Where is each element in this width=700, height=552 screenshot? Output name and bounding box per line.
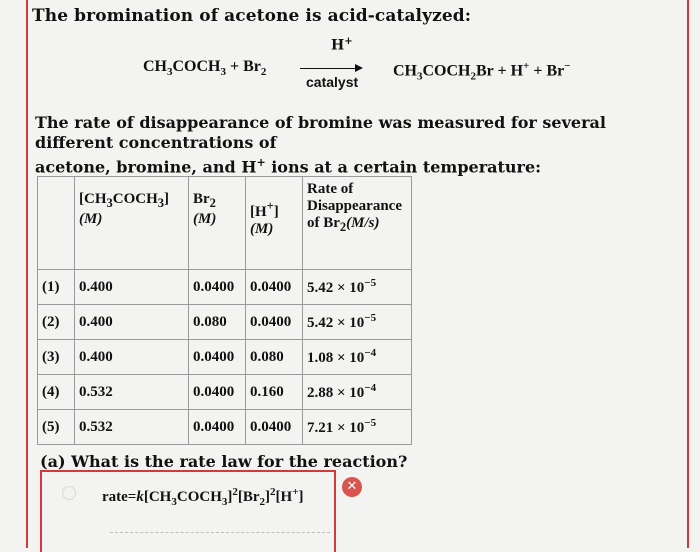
- row-index: (3): [38, 340, 75, 375]
- hplus-value: 0.160: [246, 375, 303, 410]
- rate-value: $7.21 \times 10^{-5}$: [303, 410, 412, 445]
- rate-value: $5.42 \times 10^{-5}$: [303, 305, 412, 340]
- table-row: [38, 340, 412, 375]
- intro-text: The bromination of acetone is acid-catalyzed:: [32, 6, 472, 26]
- header-hplus: [H+] (M): [246, 177, 303, 270]
- acetone-value: 0.532: [75, 410, 189, 445]
- header-index: [38, 177, 75, 270]
- header-rate: Rate of Disappearance of $Br_2(M/s)$: [303, 177, 412, 270]
- arrow-shaft: [300, 68, 360, 69]
- hplus-value: 0.080: [246, 340, 303, 375]
- hplus-value: 0.0400: [246, 305, 303, 340]
- table-row: [38, 270, 412, 305]
- hplus-value: 0.0400: [246, 410, 303, 445]
- row-index: (5): [38, 410, 75, 445]
- row-index: (1): [38, 270, 75, 305]
- acetone-value: 0.400: [75, 270, 189, 305]
- bromine-value: 0.0400: [189, 340, 246, 375]
- hplus-value: 0.0400: [246, 270, 303, 305]
- rate-data-table: [37, 176, 412, 445]
- header-bromine: $Br_2$ (M): [189, 177, 246, 270]
- bromine-value: 0.080: [189, 305, 246, 340]
- row-index: (2): [38, 305, 75, 340]
- products: $CH_3COCH_2Br + H^+ + Br^-$: [393, 60, 571, 83]
- rate-law-answer[interactable]: $rate=k[CH_3COCH_3]^2[Br_2]^2[H^+]$: [102, 486, 304, 508]
- right-margin-rule: [687, 0, 689, 548]
- reactants: $CH_3COCH_3 + Br_2$: [143, 58, 267, 79]
- question-text: (a) What is the rate law for the reaction?: [40, 452, 408, 471]
- description-paragraph: The rate of disappearance of bromine was measured for several different concentrations of acetone, bromine, and H+ ions at a certain temperature:: [35, 113, 606, 177]
- acetone-value: 0.532: [75, 375, 189, 410]
- arrow-head-icon: [355, 64, 363, 72]
- reaction-arrow: [300, 36, 364, 92]
- radio-circle-icon: [62, 486, 76, 500]
- rate-value: $5.42 \times 10^{-5}$: [303, 270, 412, 305]
- table-row: [38, 410, 412, 445]
- rate-value: $1.08 \times 10^{-4}$: [303, 340, 412, 375]
- acetone-value: 0.400: [75, 305, 189, 340]
- row-index: (4): [38, 375, 75, 410]
- table-row: [38, 375, 412, 410]
- table-header-row: [38, 177, 412, 270]
- header-acetone: $[CH_3COCH_3]$ (M): [75, 177, 189, 270]
- arrow-catalyst-label: catalyst: [306, 74, 359, 90]
- divider: [110, 532, 330, 533]
- wrong-x-icon: ✕: [342, 477, 362, 497]
- acetone-value: 0.400: [75, 340, 189, 375]
- bromine-value: 0.0400: [189, 270, 246, 305]
- table-row: [38, 305, 412, 340]
- answer-input-box[interactable]: [40, 470, 336, 552]
- bromine-value: 0.0400: [189, 410, 246, 445]
- rate-value: $2.88 \times 10^{-4}$: [303, 375, 412, 410]
- left-margin-rule: [26, 0, 28, 548]
- arrow-catalyst-ion: H+: [331, 36, 353, 54]
- bromine-value: 0.0400: [189, 375, 246, 410]
